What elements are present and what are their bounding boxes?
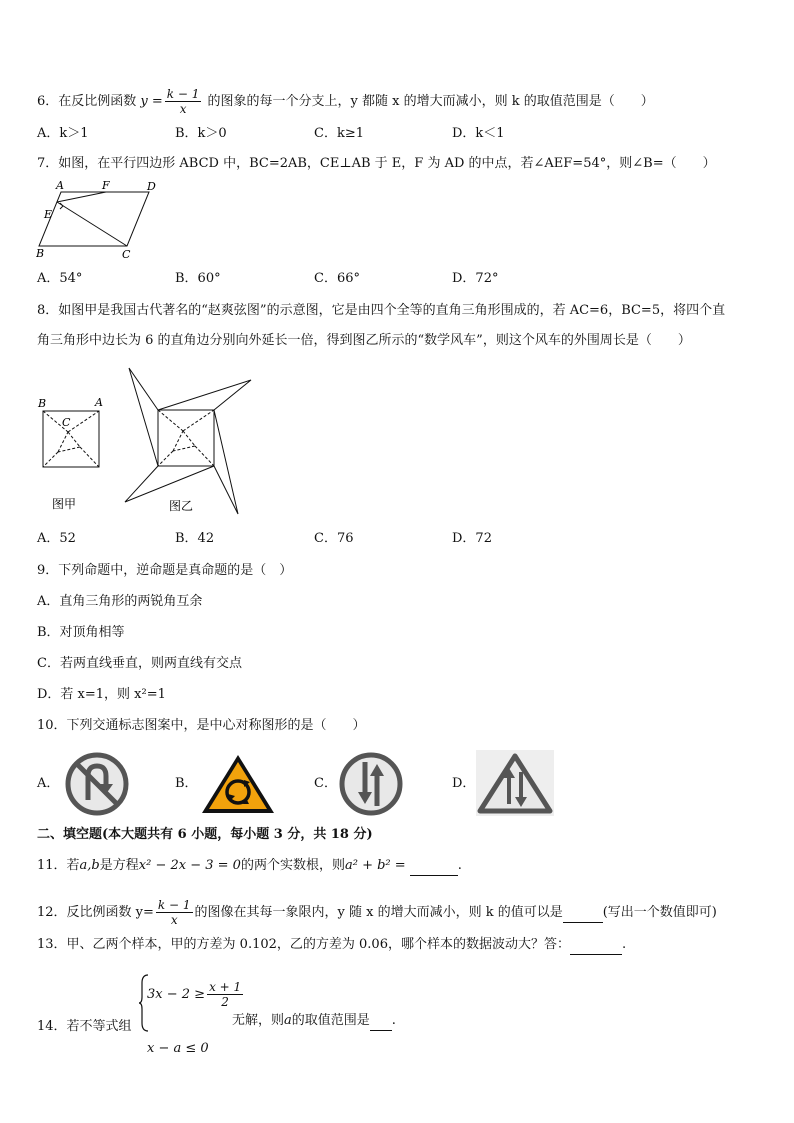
question-11: 11．若a,b是方程x² − 2x − 3 = 0的两个实数根，则a² + b² = . xyxy=(37,857,462,876)
question-13: 13．甲、乙两个样本，甲的方差为 0.102，乙的方差为 0.06，哪个样本的数据波动大？答： . xyxy=(37,936,626,955)
q12-answer-blank[interactable] xyxy=(563,904,603,923)
q6-option-c[interactable]: C．k≥1 xyxy=(314,126,364,141)
q8-option-d[interactable]: D．72 xyxy=(452,531,492,546)
q6-option-a[interactable]: A．k＞1 xyxy=(37,126,89,141)
q7-label-f: F xyxy=(102,180,110,192)
q7-label-e: E xyxy=(44,208,53,221)
q8-figure-a xyxy=(36,392,106,512)
q8-fig1-caption: 图甲 xyxy=(52,497,77,511)
q13-answer-blank[interactable] xyxy=(570,936,622,955)
q8-figure-b-windmill xyxy=(120,364,258,520)
q14-answer-blank[interactable] xyxy=(370,1012,392,1031)
question-7: 7．如图，在平行四边形 ABCD 中，BC=2AB，CE⊥AB 于 E，F 为 AD 的中点，若∠AEF=54°，则∠B=（ ） xyxy=(37,156,716,171)
q10-option-d-label[interactable]: D． xyxy=(452,776,476,791)
two-way-traffic-sign-icon[interactable] xyxy=(476,750,554,816)
q8-fig1-label-a: A xyxy=(95,396,103,409)
q7-label-b: B xyxy=(36,247,45,260)
q6-option-b[interactable]: B．k＞0 xyxy=(175,126,227,141)
q7-label-c: C xyxy=(122,248,131,261)
q14-tail: 无解，则a的取值范围是 . xyxy=(232,1012,396,1031)
q12-fraction: $\frac{k - 1}{x}$ xyxy=(157,898,191,927)
q8-option-b[interactable]: B．42 xyxy=(175,531,215,546)
q8-fig1-label-b: B xyxy=(38,397,47,410)
q6-option-d[interactable]: D．k＜1 xyxy=(452,126,505,141)
question-14: 14．若不等式组 xyxy=(37,1019,132,1034)
q7-option-a[interactable]: A．54° xyxy=(37,271,83,286)
q11-answer-blank[interactable] xyxy=(410,857,458,876)
q7-label-a: A xyxy=(56,180,64,192)
q7-option-c[interactable]: C．66° xyxy=(314,271,360,286)
q10-option-b-label[interactable]: B． xyxy=(175,776,198,791)
q8-fig1-label-c: C xyxy=(62,416,71,429)
question-8-line-1: 8．如图甲是我国古代著名的“赵爽弦图”的示意图，它是由四个全等的直角三角形围成的，若 AC=6，BC=5，将四个直 xyxy=(37,303,726,318)
section-2-heading: 二、填空题(本大题共有 6 小题，每小题 3 分，共 18 分) xyxy=(37,827,373,842)
q7-parallelogram-figure xyxy=(36,180,166,262)
q10-option-c-label[interactable]: C． xyxy=(314,776,337,791)
q9-option-b[interactable]: B．对顶角相等 xyxy=(37,625,125,640)
q14-inequality-2: x − a ≤ 0 xyxy=(147,1041,209,1056)
q14-inequality-1: 3x − 2 ≥ $\frac{x + 1}{2}$ xyxy=(147,980,242,1009)
question-6: 6．在反比例函数 y = $\frac{k - 1}{x}$ 的图象的每一个分支上，y 都随 x 的增大而减小，则 k 的取值范围是（ ） xyxy=(37,87,654,116)
q9-option-c[interactable]: C．若两直线垂直，则两直线有交点 xyxy=(37,656,242,671)
q7-option-b[interactable]: B．60° xyxy=(175,271,221,286)
q8-fig2-caption: 图乙 xyxy=(169,499,194,513)
q9-option-d[interactable]: D．若 x=1，则 x²=1 xyxy=(37,687,166,702)
q14-fraction: $\frac{x + 1}{2}$ xyxy=(209,980,242,1009)
question-10: 10．下列交通标志图案中，是中心对称图形的是（ ） xyxy=(37,718,366,733)
no-u-turn-sign-icon[interactable] xyxy=(64,752,130,816)
q7-label-d: D xyxy=(147,180,156,193)
question-9: 9．下列命题中，逆命题是真命题的是（ ） xyxy=(37,563,293,578)
q7-option-d[interactable]: D．72° xyxy=(452,271,499,286)
q10-option-a-label[interactable]: A． xyxy=(37,776,60,791)
straight-arrows-sign-icon[interactable] xyxy=(338,752,404,816)
q6-fraction: $\frac{k - 1}{x}$ xyxy=(166,87,200,116)
question-8-line-2: 角三角形中边长为 6 的直角边分别向外延长一倍，得到图乙所示的“数学风车”，则这个风车的外围周长是（ ） xyxy=(37,333,691,348)
q8-option-a[interactable]: A．52 xyxy=(37,531,76,546)
q9-option-a[interactable]: A．直角三角形的两锐角互余 xyxy=(37,594,203,609)
question-12: 12．反比例函数 y= $\frac{k - 1}{x}$ 的图像在其每一象限内，y 随 x 的增大而减小，则 k 的值可以是 (写出一个数值即可) xyxy=(37,898,717,927)
roundabout-warning-sign-icon[interactable] xyxy=(200,752,276,816)
q8-option-c[interactable]: C．76 xyxy=(314,531,354,546)
